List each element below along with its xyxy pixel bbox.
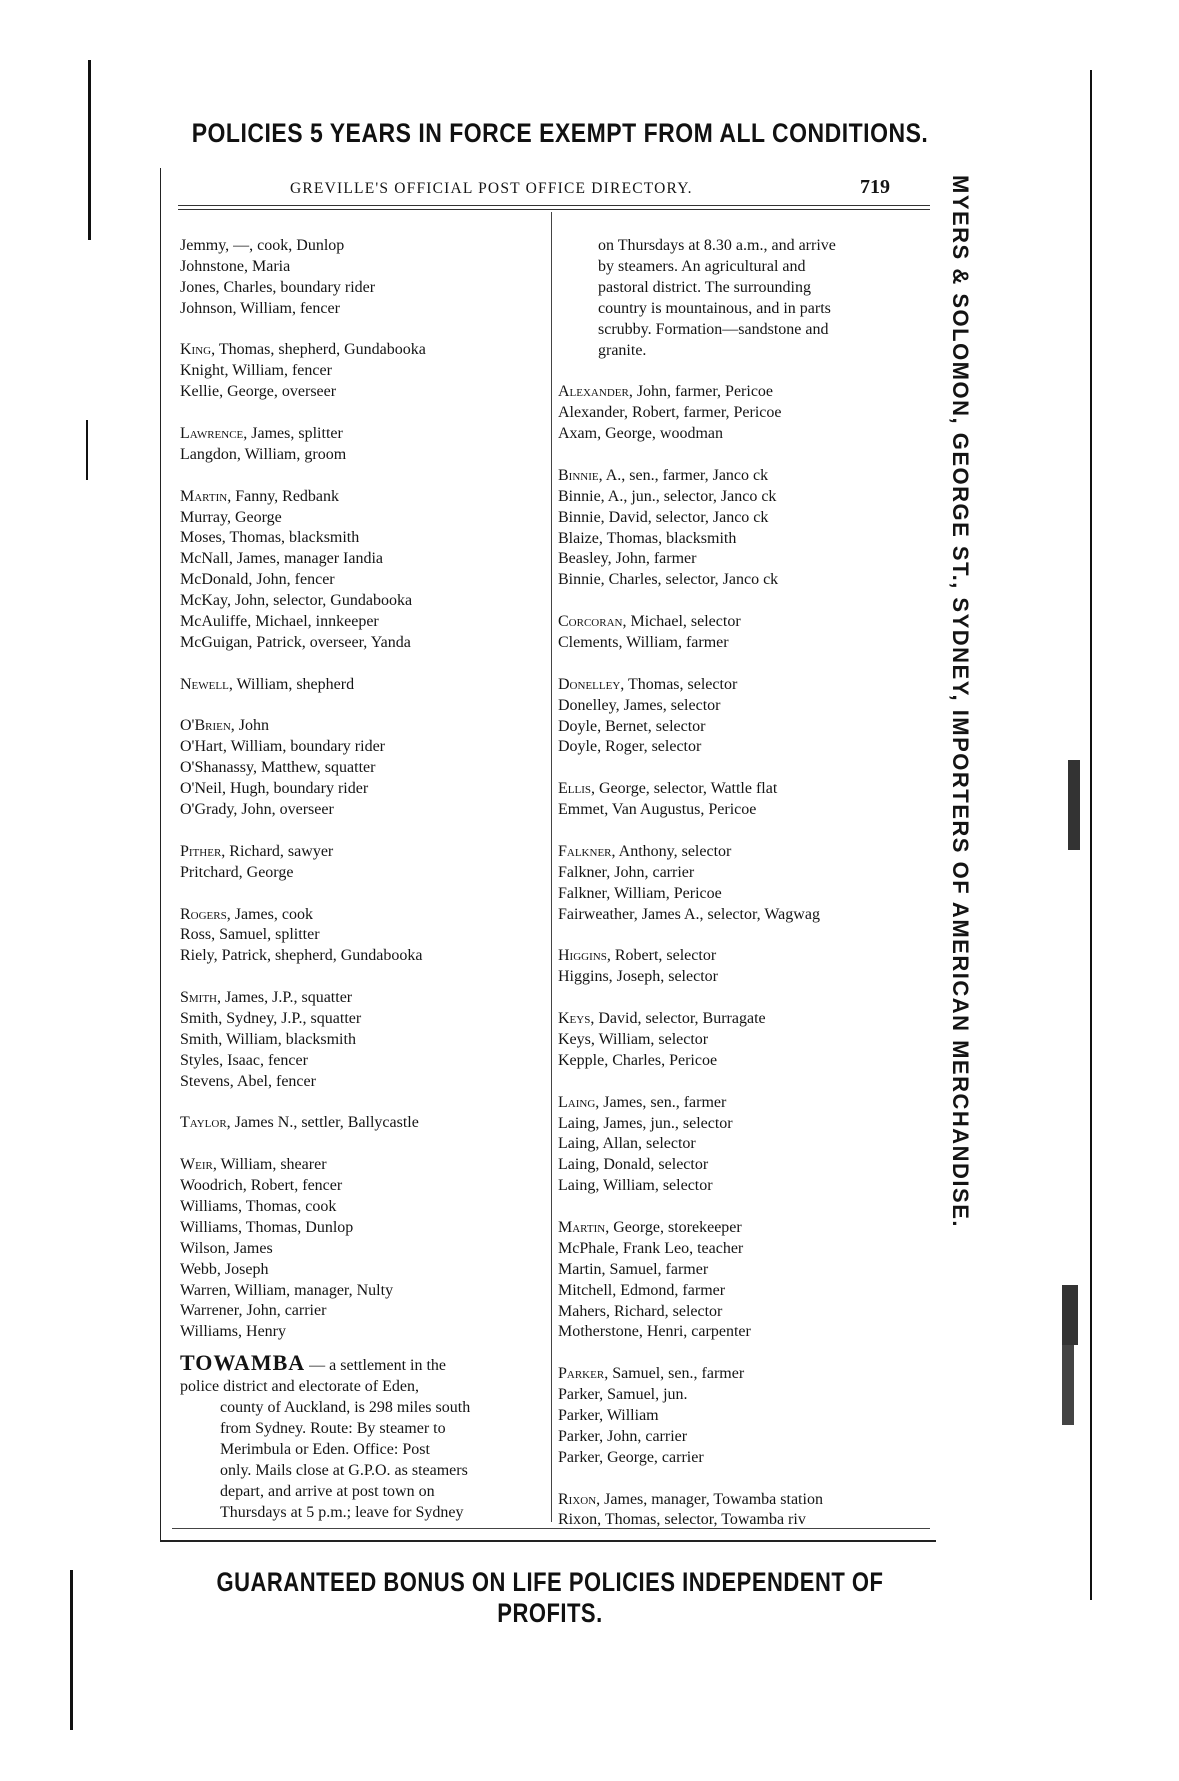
entry-surname: Ellis — [558, 780, 591, 798]
entry-gap — [180, 1134, 542, 1155]
entry-text: , William, shearer — [212, 1156, 327, 1174]
entry-text: McKay, John, selector, Gundabooka — [180, 592, 413, 610]
entry-text: McNall, James, manager Iandia — [180, 550, 384, 568]
town-desc-line: depart, and arrive at post town on — [220, 1482, 435, 1500]
side-advert-text: MYERS & SOLOMON, GEORGE ST., SYDNEY, IMPORTERS OF AMERICAN MERCHANDISE. — [948, 175, 973, 1228]
entry-gap — [558, 1072, 930, 1093]
entry-text: Knight, William, fencer — [180, 362, 332, 380]
entry-surname: Pither — [180, 842, 222, 860]
entry-text: Clements, William, farmer — [558, 634, 729, 652]
entry-text: Riely, Patrick, shepherd, Gundabooka — [180, 947, 423, 965]
directory-entry — [558, 779, 930, 800]
directory-entry — [180, 1155, 542, 1176]
entry-gap — [558, 758, 930, 779]
entry-surname: Smith — [180, 989, 218, 1007]
entry-text: Pritchard, George — [180, 863, 294, 881]
entry-text: O'Hart, William, boundary rider — [180, 738, 385, 756]
entry-text: , James, splitter — [243, 425, 343, 443]
directory-entry — [180, 382, 542, 403]
directory-entry — [558, 696, 930, 717]
entry-surname: Alexander — [558, 383, 629, 401]
directory-entry — [558, 1260, 930, 1281]
entry-text: Langdon, William, groom — [180, 445, 347, 463]
entry-text: Laing, William, selector — [558, 1177, 713, 1195]
directory-entry — [558, 529, 930, 550]
entry-gap — [180, 967, 542, 988]
directory-entry — [180, 800, 542, 821]
entry-text: Donelley, James, selector — [558, 696, 721, 714]
directory-entry — [558, 967, 930, 988]
directory-entry — [180, 946, 542, 967]
entry-text: Wilson, James — [180, 1239, 273, 1257]
directory-entry — [558, 1009, 930, 1030]
entry-text: Binnie, Charles, selector, Janco ck — [558, 571, 779, 589]
directory-entry — [180, 612, 542, 633]
entry-surname: Weir — [180, 1156, 213, 1174]
entry-surname: King — [180, 341, 212, 359]
directory-entry — [558, 737, 930, 758]
directory-entry — [558, 1364, 930, 1385]
entry-text: , George, storekeeper — [605, 1218, 742, 1236]
directory-entry — [558, 508, 930, 529]
directory-entry — [558, 946, 930, 967]
entry-surname: Lawrence — [180, 425, 244, 443]
town-desc-line: country is mountainous, and in parts — [598, 299, 831, 317]
entry-text: Johnson, William, fencer — [180, 299, 340, 317]
entry-text: McAuliffe, Michael, innkeeper — [180, 613, 379, 631]
entry-surname: Parker — [558, 1365, 605, 1383]
entry-gap — [558, 591, 930, 612]
entry-text: Kellie, George, overseer — [180, 383, 337, 401]
directory-entry — [180, 1322, 542, 1343]
directory-entry — [558, 1322, 930, 1343]
entry-text: Jemmy, —, cook, Dunlop — [180, 237, 345, 254]
scan-edge-mark — [1062, 1345, 1074, 1425]
page-number: 719 — [860, 176, 890, 198]
entry-text: Parker, John, carrier — [558, 1427, 688, 1445]
directory-entry — [180, 487, 542, 508]
directory-entry — [180, 591, 542, 612]
entry-text: Falkner, John, carrier — [558, 863, 695, 881]
entry-surname: Higgins — [558, 947, 607, 965]
entry-surname: Donelley — [558, 675, 621, 693]
entry-text: Ross, Samuel, splitter — [180, 926, 320, 944]
directory-entry — [180, 737, 542, 758]
directory-entry — [558, 1510, 930, 1531]
entry-gap — [180, 654, 542, 675]
entry-text: Smith, Sydney, J.P., squatter — [180, 1009, 362, 1027]
entry-text: Binnie, A., jun., selector, Janco ck — [558, 487, 777, 505]
directory-entry — [180, 1239, 542, 1260]
left-column — [180, 236, 542, 1523]
entry-text: , Samuel, sen., farmer — [604, 1365, 745, 1383]
entry-text: Murray, George — [180, 508, 282, 526]
directory-entry — [558, 1427, 930, 1448]
entry-text: Williams, Thomas, cook — [180, 1197, 337, 1215]
directory-entry — [180, 758, 542, 779]
town-desc-line: only. Mails close at G.P.O. as steamers — [220, 1461, 468, 1479]
entry-text: O'Grady, John, overseer — [180, 801, 334, 819]
entry-text: Styles, Isaac, fencer — [180, 1051, 308, 1069]
directory-entry — [180, 1197, 542, 1218]
directory-entry — [180, 716, 542, 737]
right-entry-list — [558, 361, 930, 1531]
entry-text: , James, cook — [226, 905, 313, 923]
directory-entry — [180, 1051, 542, 1072]
directory-entry — [180, 236, 542, 257]
entry-text: Beasley, John, farmer — [558, 550, 697, 568]
entry-text: Axam, George, woodman — [558, 425, 723, 443]
scan-edge-mark — [1068, 760, 1080, 850]
entry-surname: Rixon — [558, 1490, 597, 1508]
directory-entry — [558, 717, 930, 738]
town-desc-line: granite. — [598, 341, 647, 359]
entry-gap — [558, 988, 930, 1009]
entry-text: Parker, William — [558, 1406, 659, 1424]
towamba-entry — [180, 1350, 542, 1523]
entry-text: , James, J.P., squatter — [217, 989, 353, 1007]
directory-entry — [558, 1134, 930, 1155]
town-description-continued — [558, 236, 920, 361]
directory-entry — [180, 528, 542, 549]
scan-edge-mark — [70, 1570, 73, 1730]
directory-entry — [558, 633, 930, 654]
directory-entry — [180, 988, 542, 1009]
entry-text: Binnie, David, selector, Janco ck — [558, 508, 769, 526]
directory-entry — [180, 863, 542, 884]
directory-entry — [558, 466, 930, 487]
directory-entry — [180, 1030, 542, 1051]
entry-text: Williams, Thomas, Dunlop — [180, 1218, 354, 1236]
column-divider — [551, 212, 552, 1522]
entry-text: , James, sen., farmer — [595, 1093, 727, 1111]
scan-edge-mark — [1062, 1285, 1078, 1345]
directory-entry — [180, 1176, 542, 1197]
entry-gap — [180, 696, 542, 717]
directory-entry — [180, 1260, 542, 1281]
entry-text: Laing, Allan, selector — [558, 1135, 696, 1153]
entry-text: , Anthony, selector — [611, 842, 732, 860]
directory-entry — [558, 1385, 930, 1406]
town-heading: TOWAMBA — [180, 1350, 306, 1376]
entry-text: , George, selector, Wattle flat — [591, 780, 778, 798]
directory-entry — [558, 1155, 930, 1176]
directory-entry — [180, 925, 542, 946]
scan-edge-mark — [1090, 70, 1092, 1600]
entry-text: Stevens, Abel, fencer — [180, 1072, 316, 1090]
entry-text: , William, shepherd — [228, 675, 355, 693]
entry-gap — [558, 445, 930, 466]
entry-gap — [558, 1469, 930, 1490]
directory-entry — [558, 905, 930, 926]
entry-text: Warrener, John, carrier — [180, 1302, 327, 1320]
directory-entry — [558, 842, 930, 863]
entry-text: Jones, Charles, boundary rider — [180, 278, 376, 296]
entry-text: , John, farmer, Pericoe — [628, 383, 774, 401]
entry-surname: Corcoran — [558, 613, 623, 631]
town-desc-line: — a settlement in the — [309, 1357, 447, 1375]
entry-text: , John — [230, 717, 270, 735]
entry-text: Doyle, Roger, selector — [558, 738, 702, 756]
directory-entry — [558, 1093, 930, 1114]
entry-gap — [558, 925, 930, 946]
scan-edge-mark — [88, 60, 91, 240]
entry-gap — [558, 654, 930, 675]
directory-entry — [558, 1239, 930, 1260]
right-column — [558, 236, 930, 1531]
header-rule — [178, 205, 930, 206]
town-desc-line: from Sydney. Route: By steamer to — [220, 1419, 446, 1437]
directory-entry — [558, 1030, 930, 1051]
directory-entry — [180, 779, 542, 800]
entry-text: , Thomas, selector — [620, 675, 738, 693]
directory-entry — [558, 675, 930, 696]
directory-entry — [558, 1176, 930, 1197]
entry-text: Higgins, Joseph, selector — [558, 968, 718, 986]
entry-gap — [180, 821, 542, 842]
entry-gap — [180, 884, 542, 905]
entry-gap — [558, 1197, 930, 1218]
entry-text: , Thomas, shepherd, Gundabooka — [211, 341, 426, 359]
entry-text: O'Neil, Hugh, boundary rider — [180, 780, 369, 798]
entry-surname: Martin — [558, 1218, 606, 1236]
entry-text: , A., sen., farmer, Janco ck — [598, 466, 769, 484]
town-desc-line: by steamers. An agricultural and — [598, 257, 806, 275]
entry-gap — [180, 320, 542, 341]
directory-entry — [180, 361, 542, 382]
entry-text: Mahers, Richard, selector — [558, 1302, 723, 1320]
entry-surname: Binnie — [558, 466, 599, 484]
entry-gap — [180, 403, 542, 424]
directory-entry — [180, 842, 542, 863]
entry-surname: Rogers — [180, 905, 227, 923]
town-desc-line: scrubby. Formation—sandstone and — [598, 320, 829, 338]
entry-text: Keys, William, selector — [558, 1030, 709, 1048]
running-head: GREVILLE'S OFFICIAL POST OFFICE DIRECTORY. — [290, 180, 693, 197]
entry-text: Emmet, Van Augustus, Pericoe — [558, 801, 757, 819]
directory-entry — [558, 403, 930, 424]
entry-surname: Falkner — [558, 842, 612, 860]
directory-entry — [558, 570, 930, 591]
entry-text: Webb, Joseph — [180, 1260, 269, 1278]
entry-gap — [180, 466, 542, 487]
directory-entry — [558, 1302, 930, 1323]
entry-text: Doyle, Bernet, selector — [558, 717, 706, 735]
entry-text: , James, manager, Towamba station — [596, 1490, 823, 1508]
entry-text: Rixon, Thomas, selector, Towamba riv — [558, 1511, 806, 1529]
directory-entry — [180, 1009, 542, 1030]
town-desc-line: Thursdays at 5 p.m.; leave for Sydney — [220, 1503, 464, 1521]
entry-text: Woodrich, Robert, fencer — [180, 1177, 343, 1195]
directory-entry — [558, 612, 930, 633]
directory-entry — [558, 1281, 930, 1302]
directory-entry — [180, 299, 542, 320]
directory-entry — [180, 424, 542, 445]
entry-text: O'Shanassy, Matthew, squatter — [180, 759, 376, 777]
scan-edge-mark — [86, 420, 88, 480]
directory-entry — [558, 1114, 930, 1135]
directory-entry — [180, 445, 542, 466]
entry-surname: Laing — [558, 1093, 596, 1111]
entry-text: , James N., settler, Ballycastle — [226, 1114, 419, 1132]
directory-entry — [558, 382, 930, 403]
entry-text: , Michael, selector — [622, 613, 741, 631]
directory-entry — [558, 1490, 930, 1511]
directory-entry — [180, 633, 542, 654]
directory-entry — [558, 800, 930, 821]
town-desc-line: Merimbula or Eden. Office: Post — [220, 1440, 430, 1458]
entry-text: , David, selector, Burragate — [590, 1010, 766, 1028]
directory-entry — [180, 278, 542, 299]
bottom-advert-banner: GUARANTEED BONUS ON LIFE POLICIES INDEPENDENT OF PROFITS. — [216, 1566, 884, 1628]
left-entry-list — [180, 236, 542, 1343]
directory-entry — [558, 1051, 930, 1072]
entry-text: , Fanny, Redbank — [227, 487, 340, 505]
entry-surname: Keys — [558, 1010, 591, 1028]
entry-text: Martin, Samuel, farmer — [558, 1260, 709, 1278]
directory-entry — [180, 1072, 542, 1093]
entry-text: Mitchell, Edmond, farmer — [558, 1281, 726, 1299]
directory-entry — [180, 905, 542, 926]
directory-entry — [180, 1113, 542, 1134]
entry-gap — [558, 361, 930, 382]
directory-entry — [180, 257, 542, 278]
directory-entry — [558, 1406, 930, 1427]
directory-entry — [558, 863, 930, 884]
entry-text: Motherstone, Henri, carpenter — [558, 1323, 751, 1341]
town-desc-line: pastoral district. The surrounding — [598, 278, 811, 296]
entry-gap — [558, 1343, 930, 1364]
entry-text: Moses, Thomas, blacksmith — [180, 529, 360, 547]
town-desc-line: on Thursdays at 8.30 a.m., and arrive — [598, 237, 836, 254]
directory-entry — [180, 570, 542, 591]
directory-entry — [180, 1218, 542, 1239]
town-desc-line: county of Auckland, is 298 miles south — [220, 1399, 471, 1417]
directory-entry — [558, 1218, 930, 1239]
directory-entry — [180, 675, 542, 696]
directory-entry — [180, 1301, 542, 1322]
entry-text: Parker, Samuel, jun. — [558, 1386, 688, 1404]
directory-entry — [558, 1448, 930, 1469]
entry-text: , Richard, sawyer — [221, 842, 334, 860]
entry-gap — [180, 1093, 542, 1114]
entry-text: Williams, Henry — [180, 1323, 286, 1341]
directory-entry — [180, 340, 542, 361]
top-advert-banner: POLICIES 5 YEARS IN FORCE EXEMPT FROM ALL CONDITIONS. — [191, 117, 929, 148]
entry-text: Laing, James, jun., selector — [558, 1114, 733, 1132]
entry-surname: Martin — [180, 487, 228, 505]
town-desc-line: police district and electorate of Eden, — [180, 1378, 420, 1396]
entry-text: Alexander, Robert, farmer, Pericoe — [558, 404, 782, 422]
entry-surname: O'Brien — [180, 717, 231, 735]
entry-surname: Taylor — [180, 1114, 227, 1132]
entry-surname: Newell — [180, 675, 229, 693]
entry-gap — [558, 821, 930, 842]
entry-text: Warren, William, manager, Nulty — [180, 1281, 394, 1299]
side-advert — [945, 175, 975, 1565]
entry-text: Smith, William, blacksmith — [180, 1030, 356, 1048]
directory-entry — [558, 884, 930, 905]
entry-text: Parker, George, carrier — [558, 1448, 704, 1466]
entry-text: Laing, Donald, selector — [558, 1156, 709, 1174]
directory-entry — [558, 424, 930, 445]
entry-text: McGuigan, Patrick, overseer, Yanda — [180, 633, 411, 651]
directory-entry — [180, 549, 542, 570]
entry-text: Fairweather, James A., selector, Wagwag — [558, 905, 820, 923]
directory-entry — [180, 508, 542, 529]
entry-text: Johnstone, Maria — [180, 257, 291, 275]
entry-text: Blaize, Thomas, blacksmith — [558, 529, 737, 547]
header-rule-double — [178, 209, 930, 210]
directory-entry — [558, 487, 930, 508]
entry-text: , Robert, selector — [606, 947, 717, 965]
entry-text: Falkner, William, Pericoe — [558, 884, 722, 902]
entry-text: McPhale, Frank Leo, teacher — [558, 1239, 744, 1257]
directory-entry — [180, 1281, 542, 1302]
entry-text: McDonald, John, fencer — [180, 571, 335, 589]
entry-text: Kepple, Charles, Pericoe — [558, 1051, 718, 1069]
directory-entry — [558, 549, 930, 570]
